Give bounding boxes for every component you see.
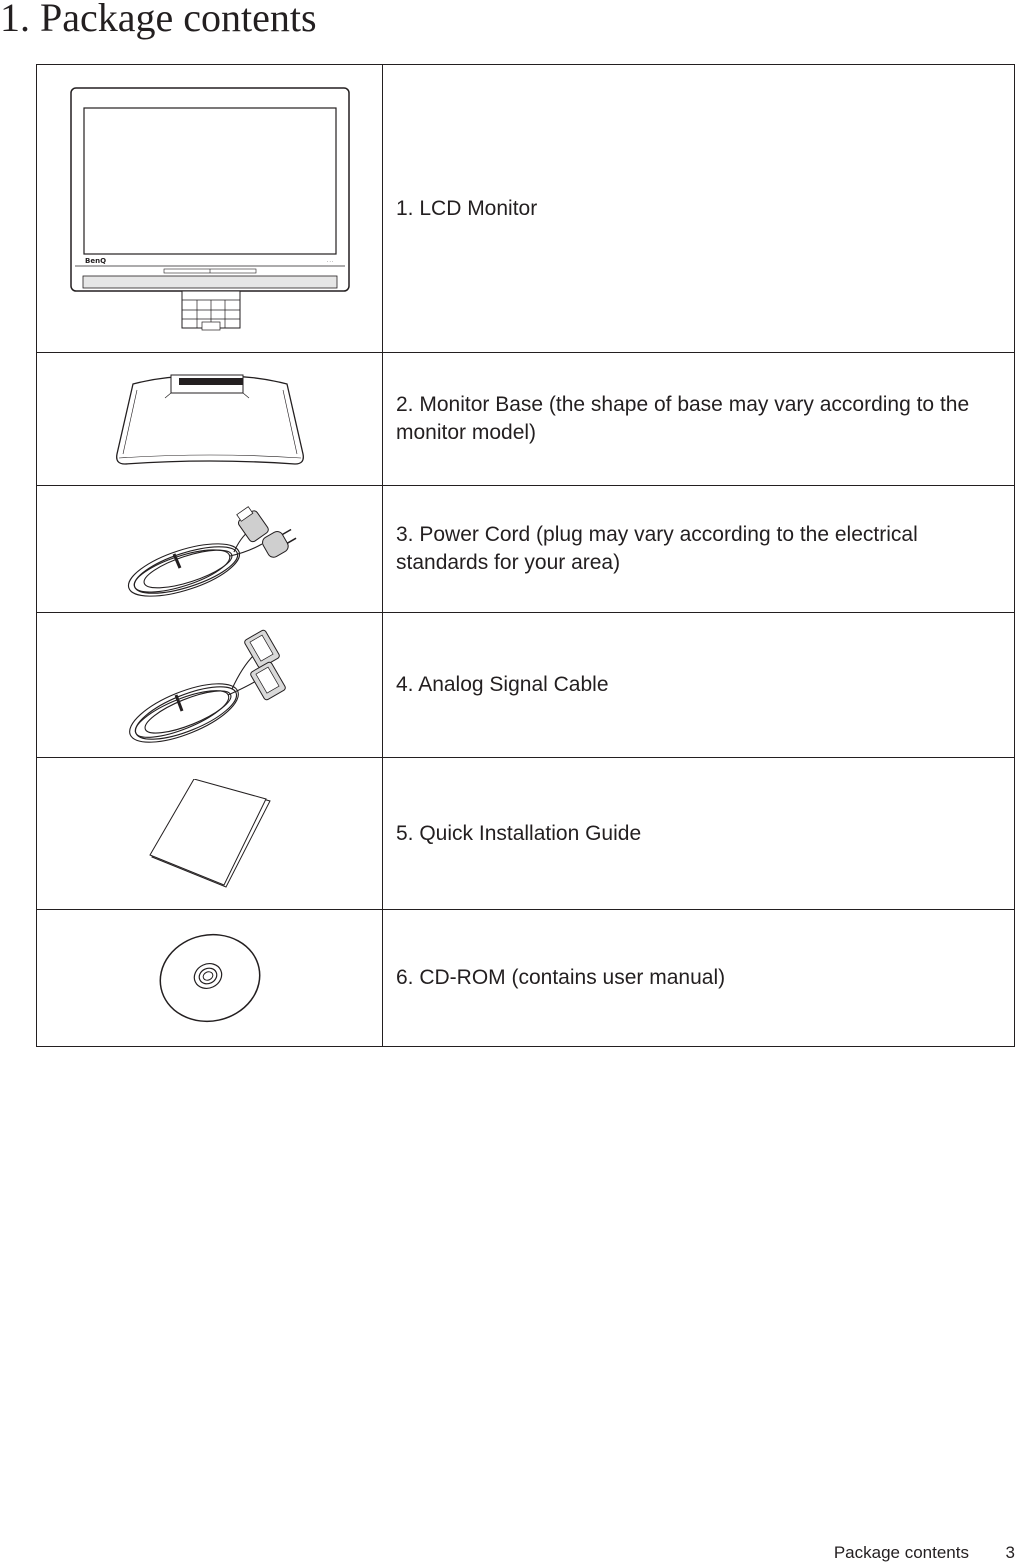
table-row xyxy=(37,613,1015,758)
item-image-cell xyxy=(37,486,383,613)
table-row xyxy=(37,910,1015,1047)
package-contents-table xyxy=(36,64,1015,1047)
svg-text:· · ·: · · · xyxy=(326,259,333,264)
page-title: 1. Package contents xyxy=(0,0,317,40)
benq-logo: BenQ xyxy=(84,257,106,265)
item-label: 1. LCD Monitor xyxy=(383,65,1015,353)
item-image-cell xyxy=(37,613,383,758)
item-label: 3. Power Cord (plug may vary according to the electrical standards for your area) xyxy=(383,486,1015,613)
lcd-monitor-icon xyxy=(69,86,351,331)
monitor-base-icon xyxy=(113,372,307,466)
item-image-cell xyxy=(37,65,383,353)
footer-section-title: Package contents xyxy=(833,1543,969,1562)
table-row xyxy=(37,486,1015,613)
analog-signal-cable-icon xyxy=(122,627,298,743)
cd-rom-icon xyxy=(157,932,263,1024)
table-row xyxy=(37,65,1015,353)
item-label: 5. Quick Installation Guide xyxy=(383,758,1015,910)
page-footer xyxy=(834,1541,1015,1565)
table-row xyxy=(37,353,1015,486)
page-number: 3 xyxy=(1005,1543,1015,1562)
item-label: 6. CD-ROM (contains user manual) xyxy=(383,910,1015,1047)
item-image-cell xyxy=(37,910,383,1047)
item-label: 2. Monitor Base (the shape of base may vary according to the monitor model) xyxy=(383,353,1015,486)
table-row xyxy=(37,758,1015,910)
item-image-cell xyxy=(37,353,383,486)
item-label: 4. Analog Signal Cable xyxy=(383,613,1015,758)
item-image-cell xyxy=(37,758,383,910)
power-cord-icon xyxy=(122,500,298,598)
quick-installation-guide-icon xyxy=(148,779,272,889)
